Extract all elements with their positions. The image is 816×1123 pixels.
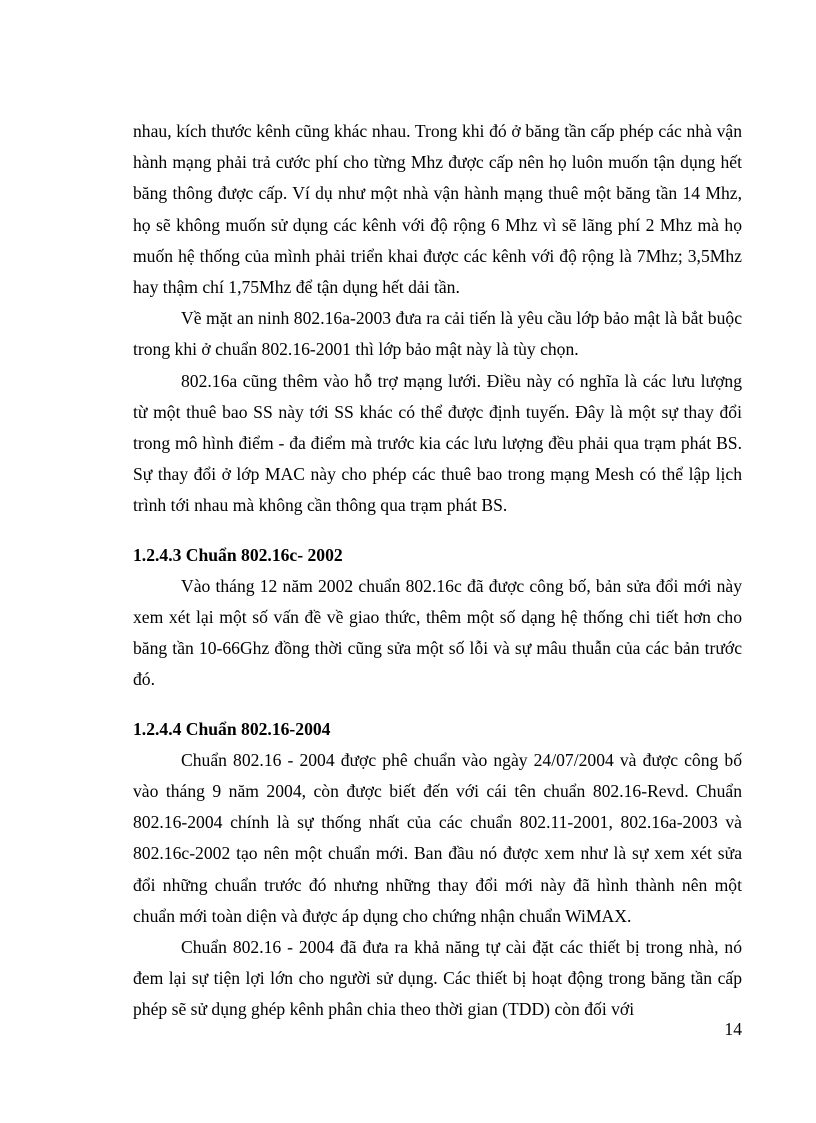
body-paragraph-3: 802.16a cũng thêm vào hỗ trợ mạng lưới. Điều này có nghĩa là các lưu lượng từ một thuê bao SS này tới SS khác có thể được định tuyến. Đây là một sự thay đổi trong mô hình điểm - đa điểm mà trước kia các lưu lượng đều phải qua trạm phát BS. Sự thay đổi ở lớp MAC này cho phép các thuê bao trong mạng Mesh có thể lập lịch trình tới nhau mà không cần thông qua trạm phát BS.: [133, 370, 742, 516]
body-paragraph-5: Chuẩn 802.16 - 2004 được phê chuẩn vào ngày 24/07/2004 và được công bố vào tháng 9 năm 2004, còn được biết đến với cái tên chuẩn 802.16-Revd. Chuẩn 802.16-2004 chính là sự thống nhất của các chuẩn 802.11-2001, 802.16a-2003 và 802.16c-2002 tạo nên một chuẩn mới. Ban đầu nó được xem như là sự xem xét sửa đổi những chuẩn trước đó nhưng những thay đổi mới này đã hình thành nên một chuẩn mới toàn diện và được áp dụng cho chứng nhận chuẩn WiMAX.: [133, 749, 742, 926]
body-paragraph-1: nhau, kích thước kênh cũng khác nhau. Trong khi đó ở băng tần cấp phép các nhà vận hành mạng phải trả cước phí cho từng Mhz được cấp nên họ luôn muốn tận dụng hết băng thông được cấp. Ví dụ như một nhà vận hành mạng thuê một băng tần 14 Mhz, họ sẽ không muốn sử dụng các kênh với độ rộng 6 Mhz vì sẽ lãng phí 2 Mhz mà họ muốn hệ thống của mình phải triển khai được các kênh với độ rộng là 7Mhz; 3,5Mhz hay thậm chí 1,75Mhz để tận dụng hết dải tần.: [133, 121, 742, 298]
body-paragraph-4: Vào tháng 12 năm 2002 chuẩn 802.16c đã được công bố, bản sửa đổi mới này xem xét lại một số vấn đề về giao thức, thêm một số dạng hệ thống chi tiết hơn cho băng tần 10-66Ghz đồng thời cũng sửa một số lỗi và sự mâu thuẫn của các bản trước đó.: [133, 575, 742, 690]
document-page: [133, 116, 742, 1026]
section-heading-1243: 1.2.4.3 Chuẩn 802.16c- 2002: [133, 544, 343, 565]
section-gap: [133, 522, 742, 540]
section-gap: [133, 696, 742, 714]
body-paragraph-6: Chuẩn 802.16 - 2004 đã đưa ra khả năng tự cài đặt các thiết bị trong nhà, nó đem lại sự tiện lợi lớn cho người sử dụng. Các thiết bị hoạt động trong băng tần cấp phép sẽ sử dụng ghép kênh phân chia theo thời gian (TDD) còn đối với: [133, 937, 742, 1020]
section-heading-1244: 1.2.4.4 Chuẩn 802.16-2004: [133, 718, 331, 739]
body-paragraph-2: Về mặt an ninh 802.16a-2003 đưa ra cải tiến là yêu cầu lớp bảo mật là bắt buộc trong khi ở chuẩn 802.16-2001 thì lớp bảo mật này là tùy chọn.: [133, 308, 742, 360]
page-number: 14: [724, 1019, 742, 1039]
